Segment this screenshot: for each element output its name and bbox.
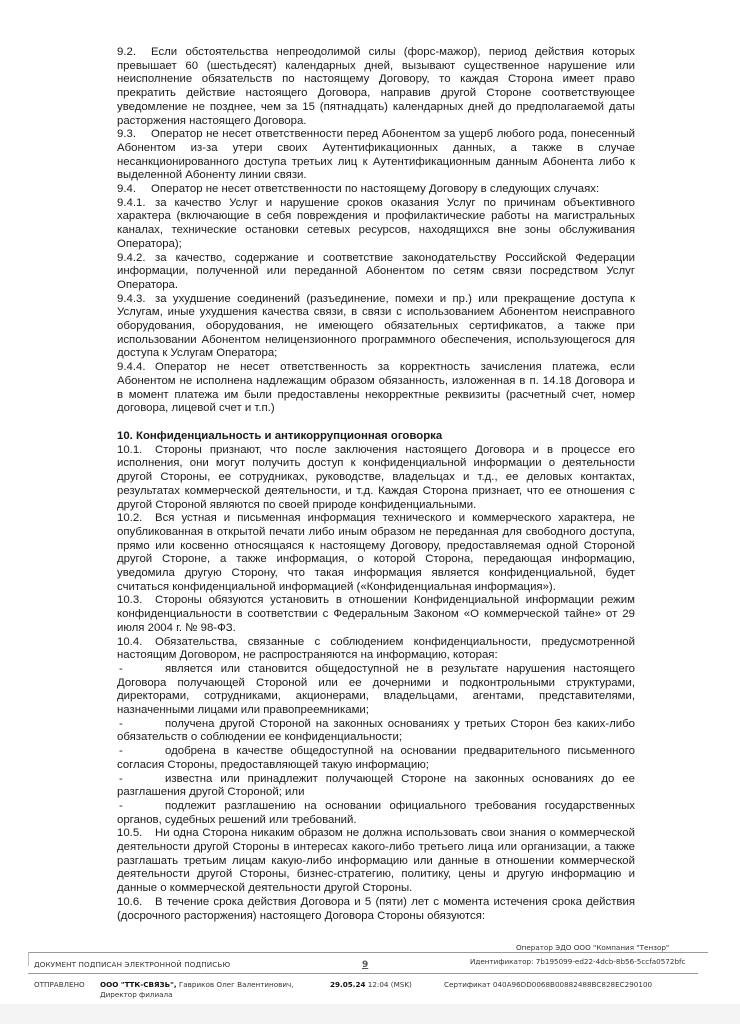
section-heading: 10. Конфиденциальность и антикоррупционная оговорка [117, 429, 443, 442]
clause-paragraph [117, 512, 635, 594]
document-body [117, 46, 635, 923]
clause-paragraph [117, 594, 635, 635]
stamp-divider [28, 973, 698, 974]
clause-paragraph [117, 293, 635, 362]
clause-paragraph [117, 46, 635, 128]
clause-number: 9.4.1. [117, 196, 146, 209]
clause-number: 10.6. [117, 895, 143, 908]
clause-number: 9.4.4. [117, 361, 146, 374]
signed-datetime [330, 980, 412, 989]
clause-paragraph [117, 636, 635, 663]
clause-number: 10.2. [117, 512, 143, 525]
list-bullet: - [119, 772, 123, 785]
document-identifier: Идентификатор: 7b195099-ed22-4dcb-8b56-5ccfa0572bfc [470, 957, 686, 966]
clause-text: за качество Услуг и нарушение сроков оказания Услуг по причинам объективного характера (включающие в себя повреждения и профилактические работы на магистральных каналах, технические остановки сетевых ресурсов, находящихся вне зоны обслуживания Оператора); [117, 196, 635, 250]
clause-text: Если обстоятельства непреодолимой силы (форс-мажор), период действия которых превышает 60 (шестьдесят) календарных дней, вызывают существенное нарушение или неисполнение обязательств по настоящему Договору, то каждая Сторона имеет право прекратить действие настоящего Договора, направив другой Стороне соответствующее уведомление не позднее, чем за 15 (пятнадцать) календарных дней до предполагаемой даты расторжения настоящего Договора. [117, 46, 635, 127]
list-item-text: известна или принадлежит получающей Стороне на законных основаниях до ее разглашения другой Стороной; или [117, 772, 635, 799]
section-9-paragraphs [117, 46, 635, 416]
list-item [117, 773, 635, 800]
clause-paragraph [117, 252, 635, 293]
clause-number: 10.1. [117, 443, 143, 456]
clause-text: Стороны обязуются установить в отношении Конфиденциальной информации режим конфиденциальности в соответствии с Федеральным Законом «О коммерческой тайне» от 29 июля 2004 г. № 98-ФЗ. [117, 594, 635, 634]
page-number: 9 [362, 960, 369, 970]
signed-label: ДОКУМЕНТ ПОДПИСАН ЭЛЕКТРОННОЙ ПОДПИСЬЮ [34, 960, 231, 969]
signed-time: 12:04 (MSK) [367, 980, 412, 989]
clause-number: 9.4.3. [117, 292, 146, 305]
list-item-text: получена другой Стороной на законных основаниях у третьих Сторон без каких-либо обязательств о соблюдении ее конфиденциальности; [117, 717, 635, 744]
clause-text: Оператор не несет ответственности по настоящему Договору в следующих случаях: [151, 183, 600, 196]
list-bullet: - [119, 717, 123, 730]
list-item [117, 718, 635, 745]
stamp-top-border [28, 952, 708, 953]
exceptions-list [117, 663, 635, 827]
stamp-left-border [28, 952, 29, 966]
clause-text: Оператор не несет ответственности перед Абонентом за ущерб любого рода, понесенный Абонентом из-за утери своих Аутентификационных данных, а также в случае несанкционированного доступа третьих лиц к Аутентификационным данным Абонента либо к выделенной Абоненту линии связи. [117, 128, 635, 182]
list-bullet: - [119, 745, 123, 758]
clause-text: Обязательства, связанные с соблюдением конфиденциальности, предусмотренной настоящим Договором, не распространяются на информацию, которая: [117, 635, 635, 662]
clause-number: 10.5. [117, 827, 143, 840]
clause-paragraph [117, 128, 635, 183]
list-item [117, 800, 635, 827]
clause-text: В течение срока действия Договора и 5 (пяти) лет с момента истечения срока действия (досрочного расторжения) настоящего Договора Стороны обязуются: [117, 895, 635, 922]
clause-text: за ухудшение соединений (разъединение, помехи и пр.) или прекращение доступа к Услугам, иные ухудшения качества связи, в связи с использованием Абонентом неисправного оборудования, оборудования, не имеющего обязательных сертификатов, а также при использовании Абонентом нелицензионного программного обеспечения, использующегося для доступа к Услугам Оператора; [117, 292, 635, 360]
edo-operator: Оператор ЭДО ООО "Компания "Тензор" [512, 943, 673, 952]
spacer [117, 416, 635, 430]
clause-text: Стороны признают, что после заключения настоящего Договора и в процессе его исполнения, они могут получить доступ к конфиденциальной информации о деятельности другой Стороны, ее сотрудниках, руководстве, владельцах и т.д., ее деловых контактах, результатах коммерческой деятельности, и т.д. Каждая Сторона признает, что ее отношения с другой Стороной являются по своей природе конфиденциальными. [117, 443, 635, 511]
clause-number: 10.3. [117, 594, 143, 607]
clause-number: 9.3. [117, 128, 136, 141]
clause-number: 9.4.2. [117, 251, 146, 264]
list-bullet: - [119, 662, 123, 675]
list-item [117, 663, 635, 718]
list-item-text: подлежит разглашению на основании официального требования государственных органов, судебных решений или требований. [117, 799, 635, 826]
section-10-paragraphs [117, 444, 635, 663]
certificate-number: Сертификат 040A96DD0068B00882488BC828EC290100 [444, 980, 653, 989]
clause-number: 9.2. [117, 46, 136, 58]
sender-company: ООО "ТТК-СВЯЗЬ", [100, 980, 177, 989]
clause-number: 10.4. [117, 635, 143, 648]
clause-paragraph [117, 183, 635, 197]
sender-person: Гавриков Олег Валентинович, Директор филиала [100, 980, 294, 999]
clause-text: Вся устная и письменная информация технического и коммерческого характера, не опубликованная в открытой печати либо иным образом не переданная для свободного доступа, прямо или косвенно относящаяся к настоящему Договору, предоставляемая одной Стороной другой Стороне, а также информация, о которой Сторона, передающая информацию, уведомила другую Сторону, что такая информация является конфиденциальной, будет считаться конфиденциальной информацией («Конфиденциальная информация»). [117, 512, 635, 593]
sender-info [100, 980, 320, 999]
clause-text: Ни одна Сторона никаким образом не должна использовать свои знания о коммерческой деятельности другой Стороны в интересах какого-либо третьего лица или организации, а также разглашать третьим лицам какую-либо информацию или данные в отношении коммерческой деятельности другой Стороны, бизнес-стратегию, политику, цены и другую информацию и данные о коммерческой деятельности другой Стороны. [117, 827, 635, 895]
signature-stamp [28, 943, 708, 1012]
list-item-text: одобрена в качестве общедоступной на основании предварительного письменного согласия Стороны, предоставляющей такую информацию; [117, 745, 635, 771]
list-item-text: является или становится общедоступной не в результате нарушения настоящего Договора получающей Стороной или ее дочерними и подконтрольными структурами, директорами, сотрудниками, акционерами, владельцами, агентами, представителями, назначенными лицами или правопреемниками; [117, 662, 635, 717]
clause-paragraph [117, 361, 635, 416]
list-item [117, 745, 635, 772]
list-bullet: - [119, 799, 123, 812]
clause-paragraph [117, 896, 635, 923]
clause-paragraph [117, 444, 635, 513]
clause-paragraph [117, 197, 635, 252]
clause-number: 9.4. [117, 183, 136, 196]
clause-text: Оператор не несет ответственность за корректность зачисления платежа, если Абонентом не исполнена надлежащим образом обязанность, изложенная в п. 14.18 Договора и в момент платежа им были предоставлены некорректные реквизиты (расчетный счет, номер договора, лицевой счет и т.п.) [117, 361, 635, 415]
clause-text: за качество, содержание и соответствие законодательству Российской Федерации информации, полученной или переданной Абонентом по сетям связи посредством Услуг Оператора. [117, 251, 635, 291]
sent-label: ОТПРАВЛЕНО [34, 980, 85, 989]
clause-paragraph [117, 827, 635, 896]
signed-date: 29.05.24 [330, 980, 366, 989]
section-10-final-paragraphs [117, 827, 635, 923]
